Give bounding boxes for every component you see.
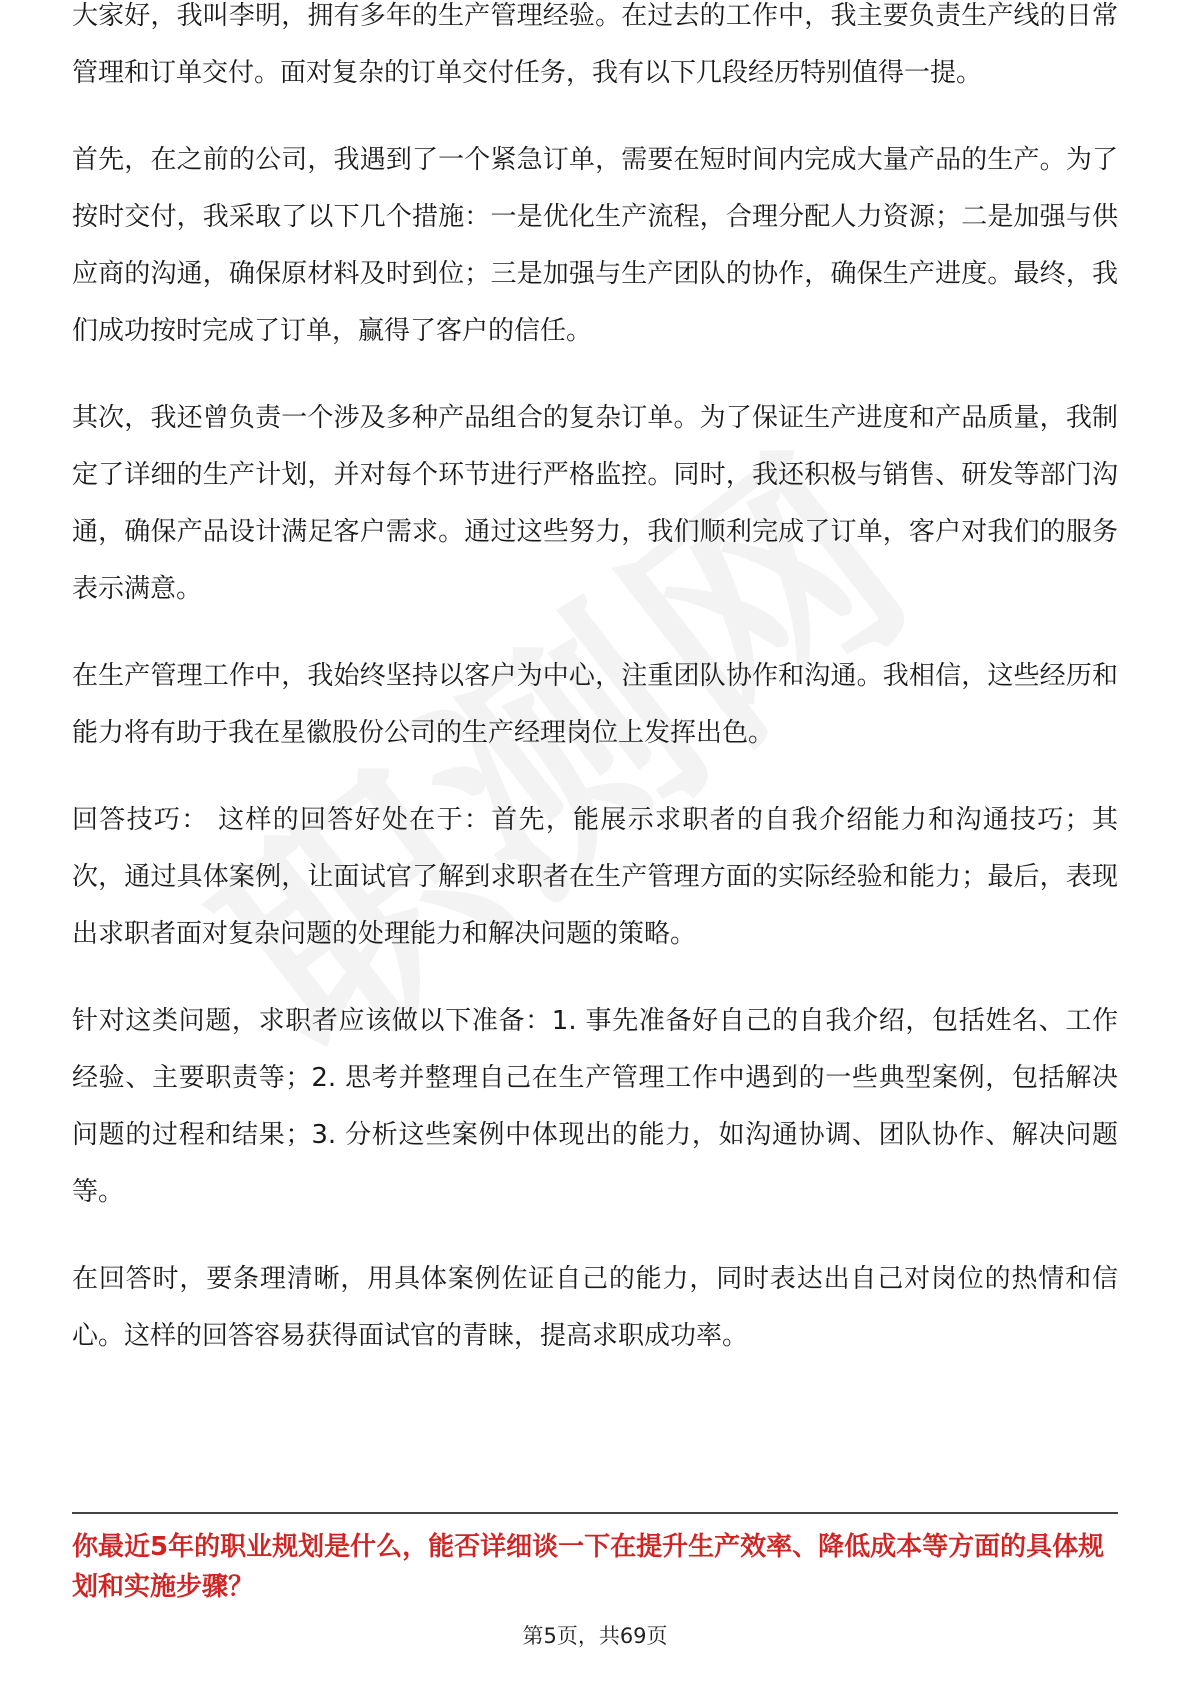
page-number: 第5页，共69页 xyxy=(522,1624,668,1648)
paragraph-intro: 大家好，我叫李明，拥有多年的生产管理经验。在过去的工作中，我主要负责生产线的日常管理和订单交付。面对复杂的订单交付任务，我有以下几段经历特别值得一提。 xyxy=(72,1,1118,88)
paragraph-conclusion: 在回答时，要条理清晰，用具体案例佐证自己的能力，同时表达出自己对岗位的热情和信心。这样的回答容易获得面试官的青睐，提高求职成功率。 xyxy=(72,1264,1118,1351)
answer-body xyxy=(72,0,1118,1395)
paragraph-answer-tips: 回答技巧： 这样的回答好处在于：首先，能展示求职者的自我介绍能力和沟通技巧；其次，通过具体案例，让面试官了解到求职者在生产管理方面的实际经验和能力；最后，表现出求职者面对复杂问题的处理能力和解决问题的策略。 xyxy=(72,805,1118,949)
paragraph-preparation: 针对这类问题，求职者应该做以下准备：1. 事先准备好自己的自我介绍，包括姓名、工作经验、主要职责等；2. 思考并整理自己在生产管理工作中遇到的一些典型案例，包括解决问题的过程和结果；3. 分析这些案例中体现出的能力，如沟通协调、团队协作、解决问题等。 xyxy=(72,1006,1118,1207)
paragraph-first-case: 首先，在之前的公司，我遇到了一个紧急订单，需要在短时间内完成大量产品的生产。为了按时交付，我采取了以下几个措施：一是优化生产流程，合理分配人力资源；二是加强与供应商的沟通，确保原材料及时到位；三是加强与生产团队的协作，确保生产进度。最终，我们成功按时完成了订单，赢得了客户的信任。 xyxy=(72,145,1118,346)
paragraph-second-case: 其次，我还曾负责一个涉及多种产品组合的复杂订单。为了保证生产进度和产品质量，我制定了详细的生产计划，并对每个环节进行严格监控。同时，我还积极与销售、研发等部门沟通，确保产品设计满足客户需求。通过这些努力，我们顺利完成了订单，客户对我们的服务表示满意。 xyxy=(72,403,1118,604)
next-question-heading: 你最近5年的职业规划是什么，能否详细谈一下在提升生产效率、降低成本等方面的具体规划和实施步骤？ xyxy=(72,1532,1105,1602)
section-divider xyxy=(72,1512,1118,1514)
paragraph-summary: 在生产管理工作中，我始终坚持以客户为中心，注重团队协作和沟通。我相信，这些经历和能力将有助于我在星徽股份公司的生产经理岗位上发挥出色。 xyxy=(72,661,1118,748)
